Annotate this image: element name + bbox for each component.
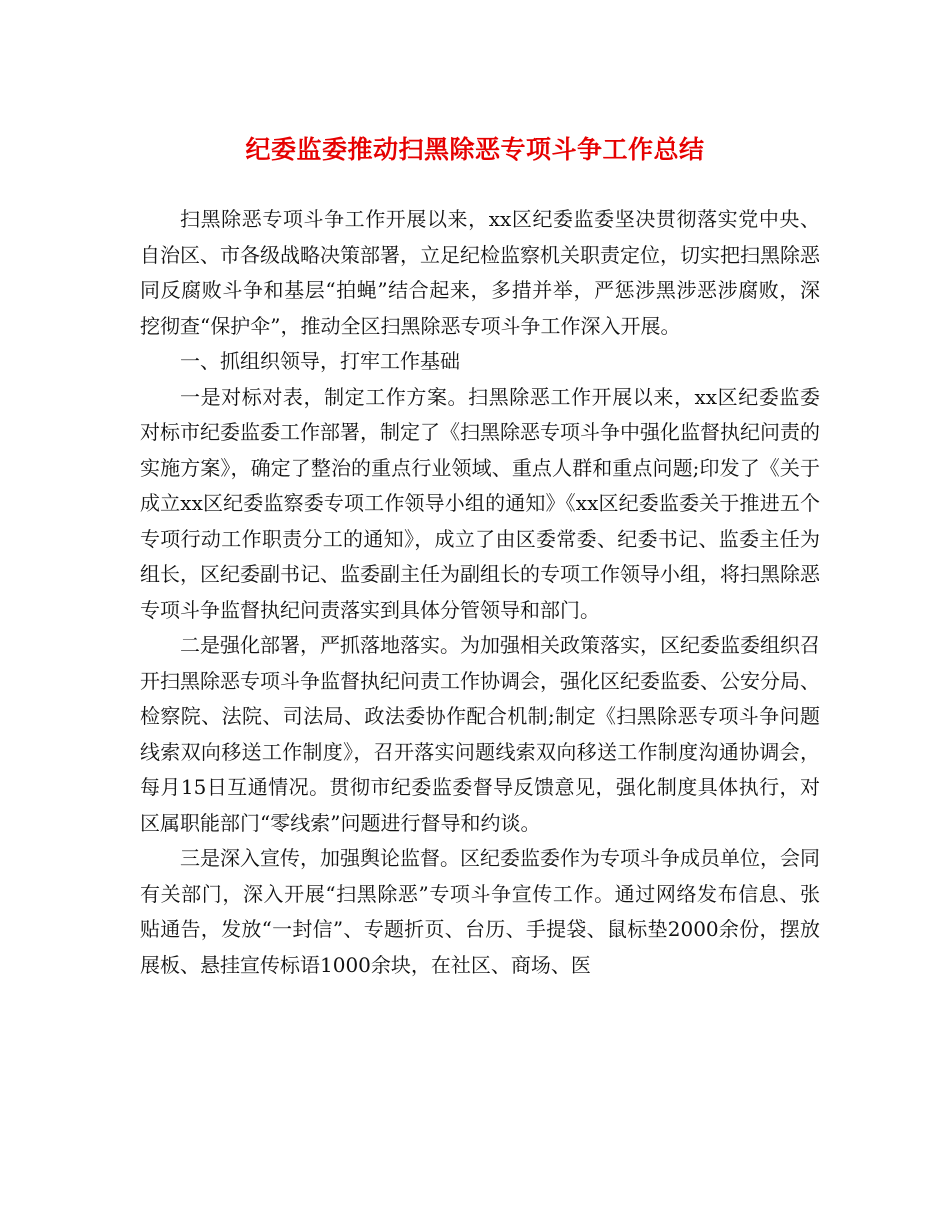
document-body — [140, 202, 820, 983]
paragraph-intro: 扫黑除恶专项斗争工作开展以来，xx区纪委监委坚决贯彻落实党中央、自治区、市各级战略决策部署，立足纪检监察机关职责定位，切实把扫黑除恶同反腐败斗争和基层“拍蝇”结合起来，多措并举，严惩涉黑涉恶涉腐败，深挖彻查“保护伞”，推动全区扫黑除恶专项斗争工作深入开展。 — [140, 207, 820, 338]
paragraph-point-1: 一是对标对表，制定工作方案。扫黑除恶工作开展以来，xx区纪委监委对标市纪委监委工作部署，制定了《扫黑除恶专项斗争中强化监督执纪问责的实施方案》，确定了整治的重点行业领域、重点人群和重点问题;印发了《关于成立xx区纪委监察委专项工作领导小组的通知》《xx区纪委监委关于推进五个专项行动工作职责分工的通知》，成立了由区委常委、纪委书记、监委主任为组长，区纪委副书记、监委副主任为副组长的专项工作领导小组，将扫黑除恶专项斗争监督执纪问责落实到具体分管领导和部门。 — [140, 384, 820, 622]
section-heading: 一、抓组织领导，打牢工作基础 — [180, 349, 460, 373]
document-title: 纪委监委推动扫黑除恶专项斗争工作总结 — [245, 135, 705, 164]
paragraph-point-3: 三是深入宣传，加强舆论监督。区纪委监委作为专项斗争成员单位，会同有关部门，深入开展“扫黑除恶”专项斗争宣传工作。通过网络发布信息、张贴通告，发放“一封信”、专题折页、台历、手提袋、鼠标垫2000余份，摆放展板、悬挂宣传标语1000余块，在社区、商场、医 — [140, 846, 820, 977]
paragraph-point-2: 二是强化部署，严抓落地落实。为加强相关政策落实，区纪委监委组织召开扫黑除恶专项斗争监督执纪问责工作协调会，强化区纪委监委、公安分局、检察院、法院、司法局、政法委协作配合机制;制定《扫黑除恶专项斗争问题线索双向移送工作制度》，召开落实问题线索双向移送工作制度沟通协调会，每月15日互通情况。贯彻市纪委监委督导反馈意见，强化制度具体执行，对区属职能部门“零线索”问题进行督导和约谈。 — [140, 633, 820, 835]
